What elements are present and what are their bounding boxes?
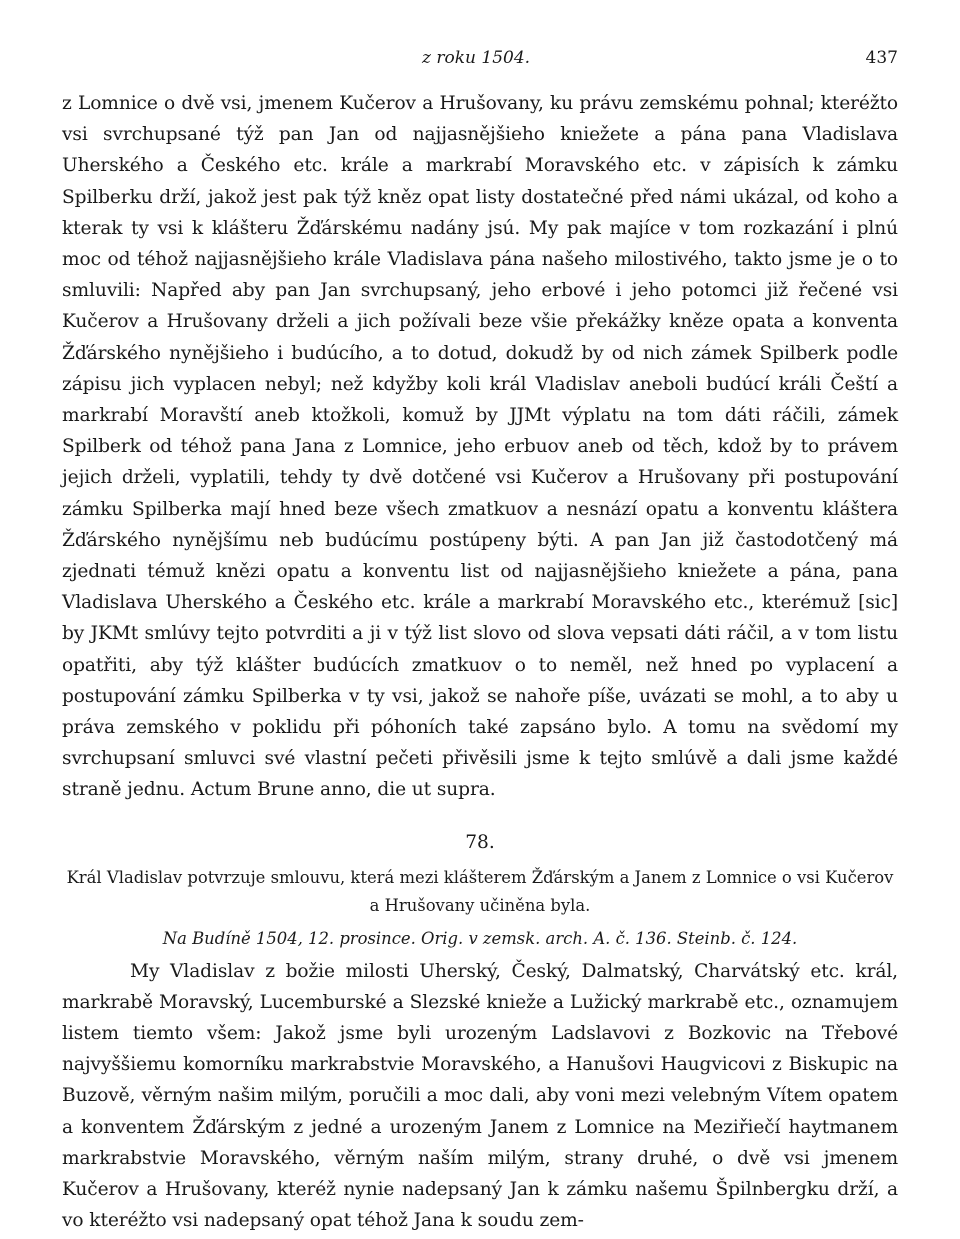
paragraph-continued: z Lomnice o dvě vsi, jmenem Kučerov a Hrušovany, ku právu zemskému pohnal; kteréžto vsi svrchupsané týž pan Jan od najjasnějšieho kniežete a pána pana Vladislava Uherského a Českého etc. krále a markrabí Moravského etc. v zápisích k zámku Spilberku drží, jakož jest pak týž kněz opat listy dostatečné před námi ukázal, od koho a kterak ty vsi k klášteru Žďárskému nadány jsú. My pak majíce v tom rozkazání i plnú moc od téhož najjasnějšieho krále Vladislava pána našeho milostivého, takto jsme je o to smluvili: Napřed aby pan Jan svrchupsaný, jeho erbové i jeho potomci již řečené vsi Kučerov a Hrušovany drželi a jich požívali beze všie překážky kněze opata a konventa Žďárského nynějšieho i budúcího, a to dotud, dokudž by od nich zámek Spilberk podle zápisu jich vyplacen nebyl; než kdyžby koli král Vladislav aneboli budúcí králi Čeští a markrabí Moravští aneb ktožkoli, komuž by JJMt výplatu na tom dáti ráčili, zámek Spilberk od téhož pana Jana z Lomnice, jeho erbuov aneb od těch, kdož by to právem jejich drželi, vyplatili, tehdy ty dvě dotčené vsi Kučerov a Hrušovany při postupování zámku Spilberka mají hned beze všech zmatkuov a nesnází opatu a konventu kláštera Žďárského nynějšímu neb budúcímu postúpeny býti. A pan Jan již častodotčený má zjednati témuž knězi opatu a konventu list od najjasnějšieho kniežete a pána, pana Vladislava Uherského a Českého etc. krále a markrabí Moravského etc., kterémuž [sic] by JKMt smlúvy tejto potvrditi a ji v týž list slovo od slova vepsati dáti ráčil, a v tom listu opatřiti, aby týž klášter budúcích zmatkuov o to neměl, než hned po vyplacení a postupování zámku Spilberka v ty vsi, jakož se nahoře píše, uvázati se mohl, a to aby u práva zemského v poklidu při póhoních také zapsáno bylo. A tomu na svědomí my svrchupsaní smluvci své vlastní pečeti přivěsili jsme k tejto smlúvě a dali jsme každé straně jednu. Actum Brune anno, die ut supra. — [62, 93, 898, 801]
source-note: Na Budíně 1504, 12. prosince. Orig. v zemsk. arch. A. č. 136. Steinb. č. 124. — [162, 928, 798, 948]
running-head — [62, 40, 898, 76]
paragraph-charter: My Vladislav z božie milosti Uherský, Český, Dalmatský, Charvátský etc. král, markrabě Moravský, Lucemburské a Slezské knieže a Lužický markrabě etc., oznamujem listem tiemto všem: Jakož jsme byli urozeným Ladslavovi z Bozkovic na Třebové najvyššiemu komorníku markrabstvie Moravského, a Hanušovi Haugvicovi z Biskupic na Buzově, věrným našim milým, poručili a moc dali, aby voni mezi velebným Vítem opatem a konventem Žďárským z jedné a urozeným Janem z Lomnice na Meziřiečí haytmanem markrabstvie Moravského, věrným naším milým, strany druhé, o dvě vsi jmenem Kučerov a Hrušovany, kteréž nynie nadepsaný Jan k zámku našemu Špilnbergku drží, a vo kteréžto vsi nadepsaný opat téhož Jana k soudu zem- — [62, 960, 898, 1232]
section-number: 78. — [465, 831, 495, 853]
document-page — [62, 40, 898, 1237]
running-title: z roku 1504. — [422, 48, 531, 68]
section-heading: Král Vladislav potvrzuje smlouvu, která mezi klášterem Žďárským a Janem z Lomnice o vsi Kučerov a Hrušovany učiněna byla. — [66, 867, 894, 915]
page-number: 437 — [865, 48, 898, 68]
